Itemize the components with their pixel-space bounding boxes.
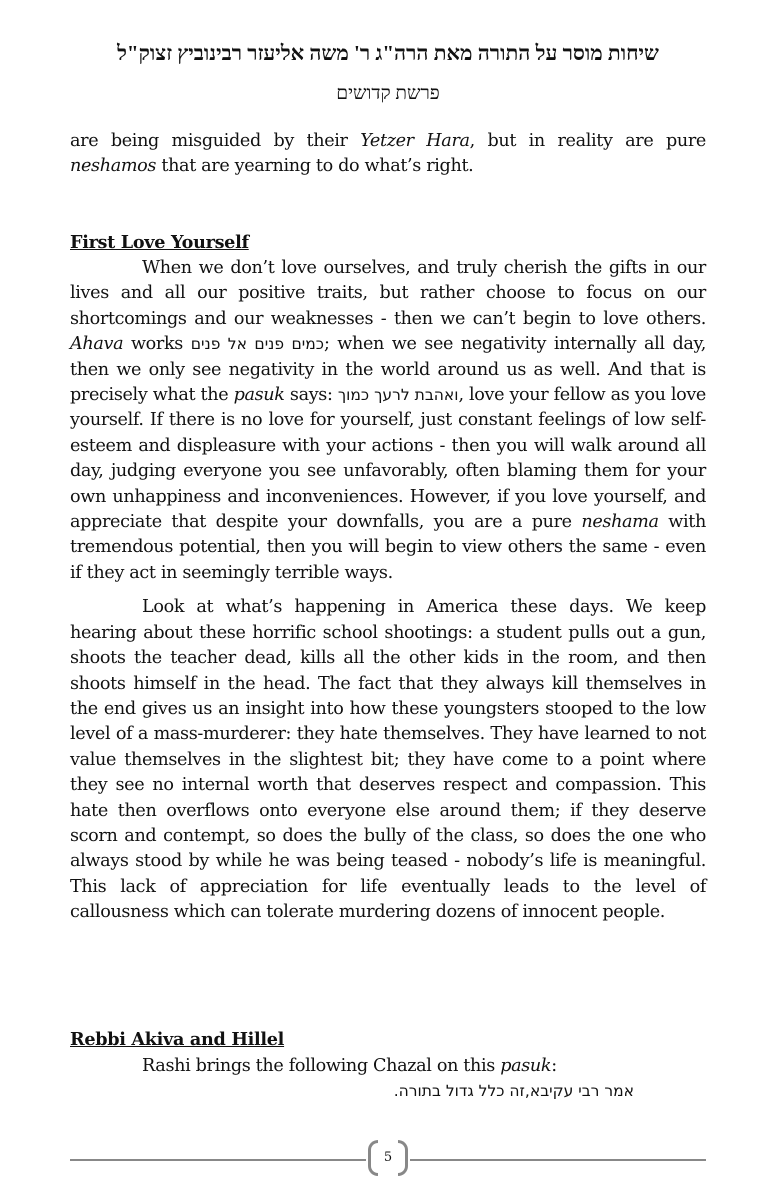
hebrew-phrase: כמים פנים אל פנים [190, 335, 324, 354]
footer-rule-right [410, 1159, 706, 1161]
section2-body [70, 1054, 706, 1105]
intro-paragraph: are being misguided by their Yetzer Hara, but in reality are pure neshamos that are yearning to do what’s right. [70, 131, 706, 177]
section-heading-rebbi-akiva-and-hillel: Rebbi Akiva and Hillel [70, 1029, 285, 1050]
hebrew-phrase: אמר רבי עקיבא, [524, 1082, 634, 1101]
running-header-parsha: פרשת קדושים [336, 83, 440, 104]
section1-paragraph-2: Look at what’s happening in America these days. We keep hearing about these horrific school shootings: a student pulls out a gun, shoots the teacher dead, kills all the other kids in the room, and then shoots himself in the head. The fact that they always kill themselves in the end gives us an insight into how these youngsters stooped to the low level of a mass-murderer: they hate themselves. They have learned to not value themselves in the slightest bit; they have come to a point where they see no internal worth that deserves respect and compassion. This hate then overflows onto everyone else around them; if they deserve scorn and contempt, so does the bully of the class, so does the one who always stood by while he was being teased - nobody’s life is meaningful. This lack of appreciation for life eventually leads to the level of callousness which can tolerate murdering dozens of innocent people. [70, 597, 706, 923]
section2-paragraph-1: Rashi brings the following Chazal on this pasuk: אמר רבי עקיבא, [70, 1054, 706, 1079]
section1-paragraph-1: When we don’t love ourselves, and truly cherish the gifts in our lives and all our positive traits, but rather choose to focus on our shortcomings and our weaknesses - then we can’t begin to love others. Ahava works כמים פנים אל פנים; when we see negativity internally all day, then we only see negativity in the world around us as well. And that is precisely what the pasuk says: ואהבת לרעך כמוך, love your fellow as you love yourself. If there is no love for yourself, just constant feelings of low self-esteem and displeasure with your actions - then you will walk around all day, judging everyone you see unfavorably, often blaming them for your own unhappiness and inconveniences. However, if you love yourself, and appreciate that despite your downfalls, you are a pure neshama with tremendous potential, then you will begin to view others the same - even if they act in seemingly terrible ways. [70, 258, 706, 583]
running-header-title: שיחות מוסר על התורה מאת הרה"ג ר' משה אליעזר רבינוביץ זצוק"ל [117, 41, 659, 65]
footer-rule-left [70, 1159, 366, 1161]
page-footer [70, 1138, 706, 1180]
footer-bracket-left [368, 1140, 378, 1176]
footer-bracket-right [398, 1140, 408, 1176]
hebrew-phrase: ואהבת לרעך כמוך [337, 386, 459, 405]
section1-body [70, 256, 706, 926]
hebrew-phrase: זה כלל גדול בתורה. [393, 1082, 525, 1101]
section-heading-first-love-yourself: First Love Yourself [70, 232, 249, 253]
page-number: 5 [383, 1150, 393, 1165]
